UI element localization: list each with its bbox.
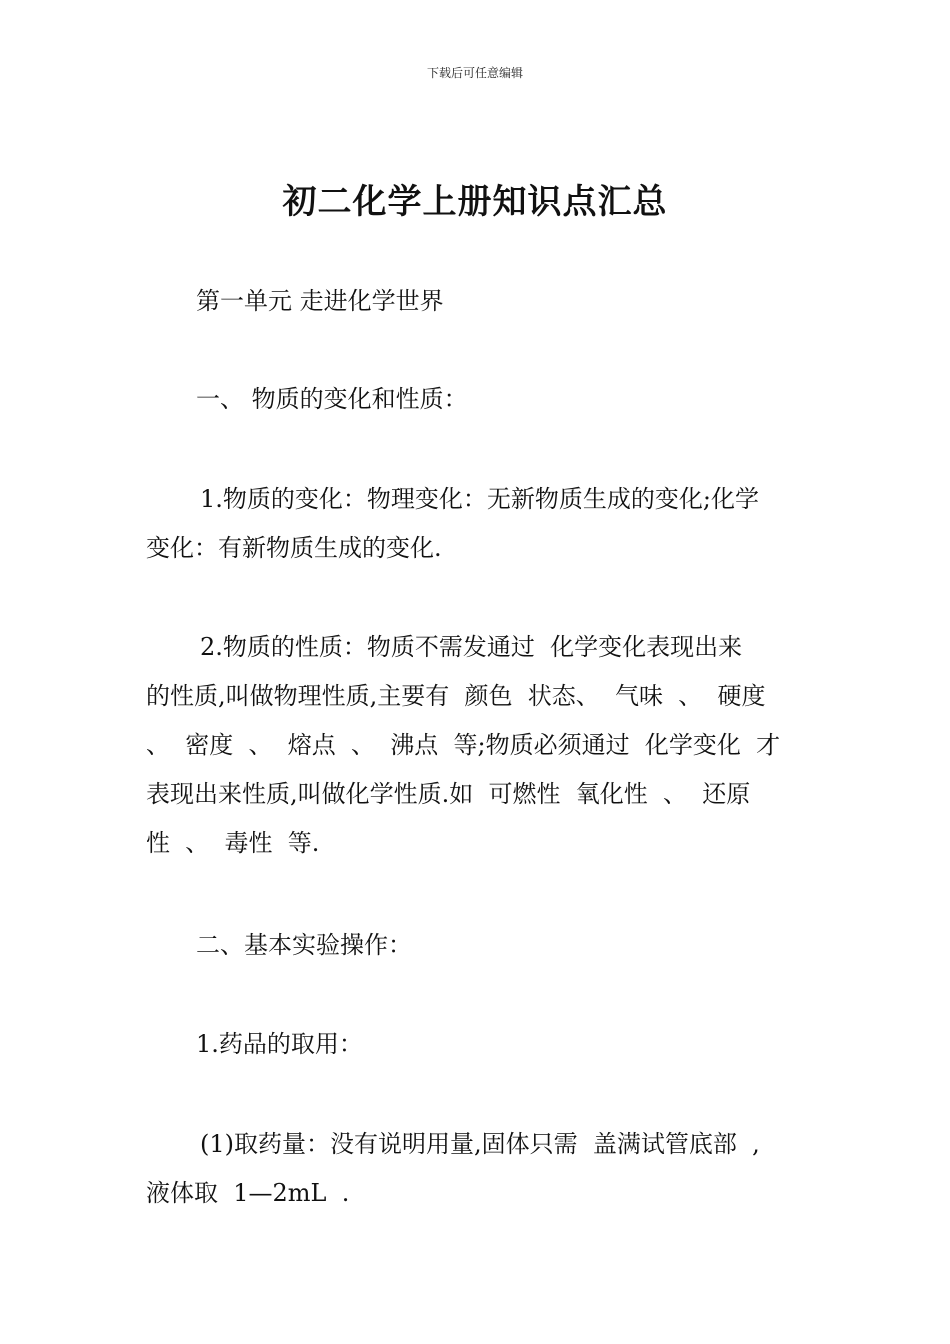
item-heading-1: 1.药品的取用： [196, 1030, 363, 1058]
section-heading-2: 二、基本实验操作： [196, 931, 412, 959]
paragraph-1-line: 变化：有新物质生成的变化. [146, 534, 442, 562]
paragraph-1-line: 1.物质的变化：物理变化：无新物质生成的变化;化学 [200, 485, 759, 513]
paragraph-2-line: 、 密度 、 熔点 、 沸点 等;物质必须通过 化学变化 才 [146, 731, 781, 759]
paragraph-2 [146, 623, 806, 868]
paragraph-3-line: (1)取药量：没有说明用量,固体只需 盖满试管底部 , [200, 1130, 760, 1158]
paragraph-3 [146, 1120, 806, 1218]
document-title: 初二化学上册知识点汇总 [282, 182, 668, 222]
paragraph-2-line: 性 、 毒性 等. [146, 829, 320, 857]
paragraph-3-line: 液体取 1—2mL . [146, 1179, 350, 1207]
section-heading-1: 一、 物质的变化和性质： [196, 385, 468, 413]
paragraph-2-line: 的性质,叫做物理性质,主要有 颜色 状态、 气味 、 硬度 [146, 682, 766, 710]
paragraph-2-line: 表现出来性质,叫做化学性质.如 可燃性 氧化性 、 还原 [146, 780, 751, 808]
paragraph-2-line: 2.物质的性质：物质不需发通过 化学变化表现出来 [200, 633, 743, 661]
unit-heading: 第一单元 走进化学世界 [196, 287, 444, 315]
paragraph-1 [146, 475, 806, 573]
header-note: 下载后可任意编辑 [426, 66, 523, 80]
